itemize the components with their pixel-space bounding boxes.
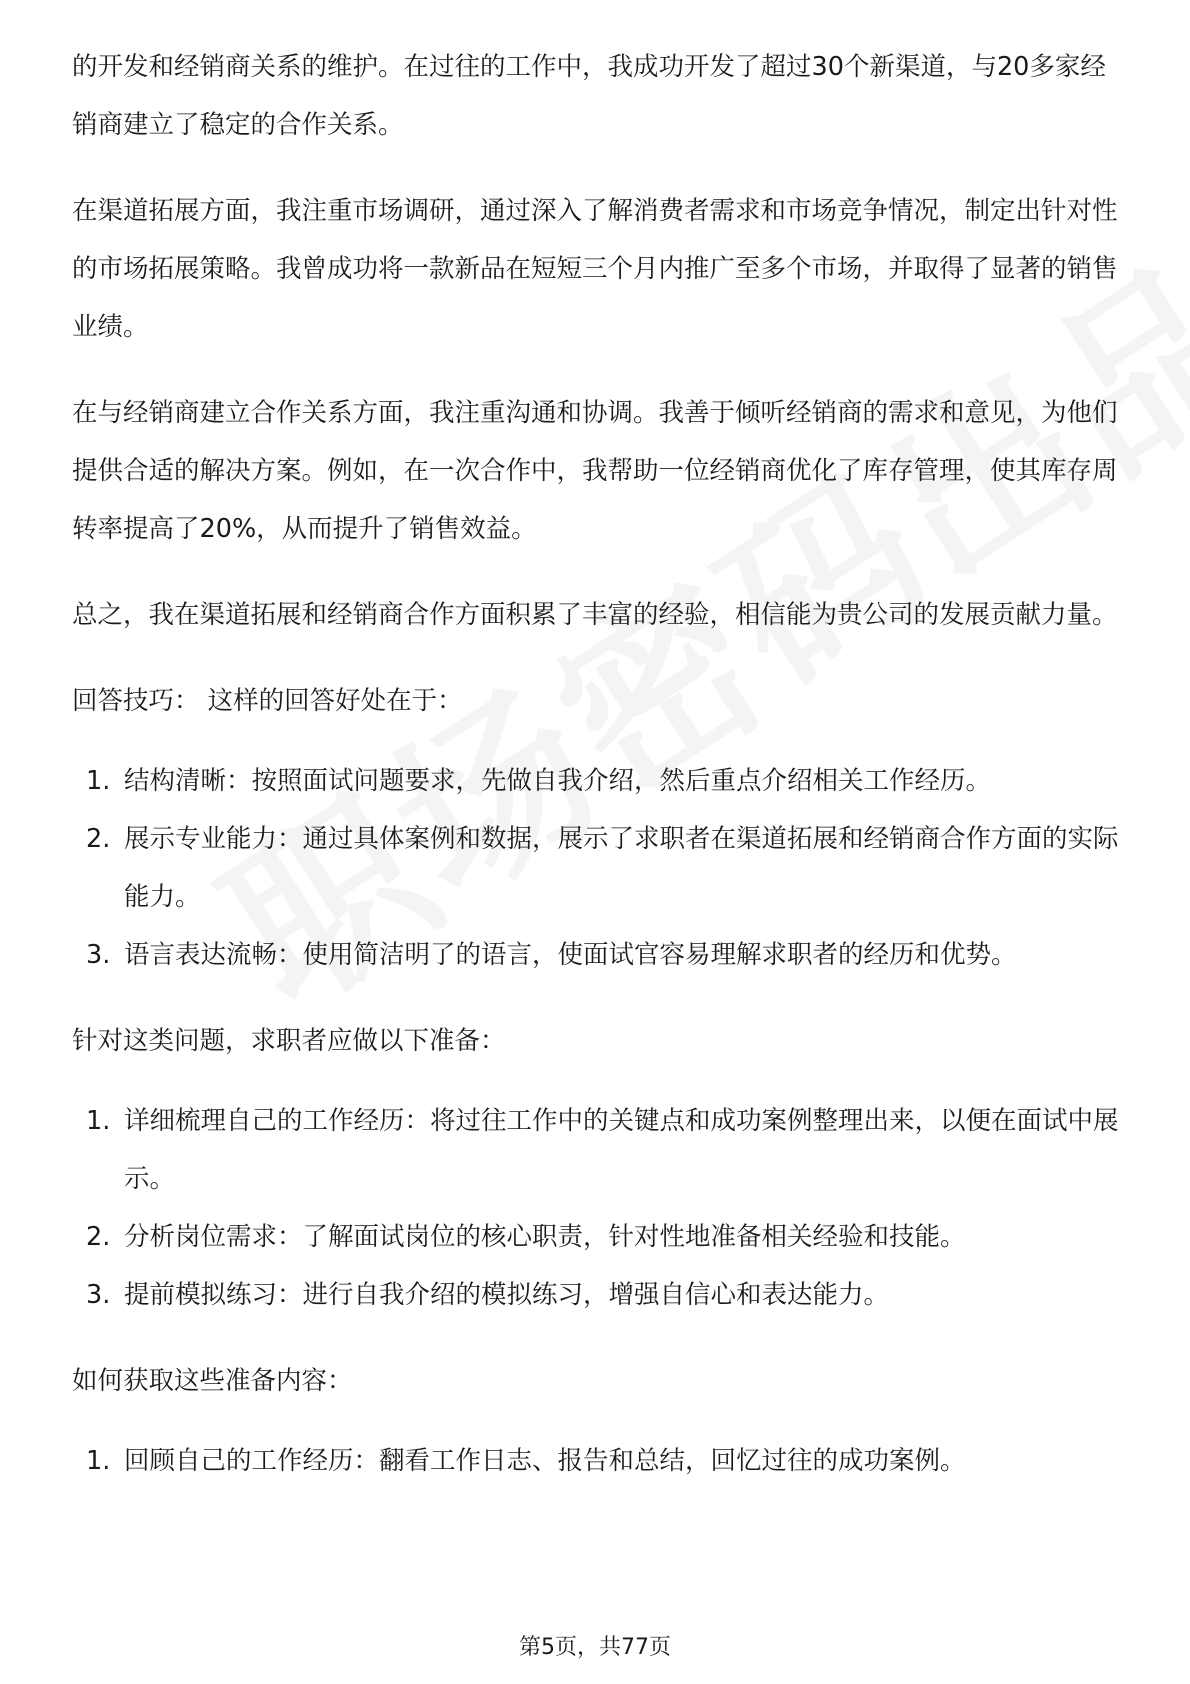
page-content bbox=[72, 38, 1122, 1490]
list-text: 提前模拟练习：进行自我介绍的模拟练习，增强自信心和表达能力。 bbox=[124, 1280, 890, 1310]
obtain-list bbox=[72, 1432, 1122, 1490]
list-item bbox=[72, 1432, 1122, 1490]
list-item bbox=[72, 1092, 1122, 1208]
paragraph-channel-expansion: 在渠道拓展方面，我注重市场调研，通过深入了解消费者需求和市场竞争情况，制定出针对性的市场拓展策略。我曾成功将一款新品在短短三个月内推广至多个市场，并取得了显著的销售业绩。 bbox=[72, 196, 1118, 342]
page-footer: 第5页，共77页 bbox=[519, 1635, 671, 1660]
list-text: 语言表达流畅：使用简洁明了的语言，使面试官容易理解求职者的经历和优势。 bbox=[124, 940, 1017, 970]
list-number: 1. bbox=[86, 766, 111, 796]
list-text: 分析岗位需求：了解面试岗位的核心职责，针对性地准备相关经验和技能。 bbox=[124, 1222, 966, 1252]
list-text: 结构清晰：按照面试问题要求，先做自我介绍，然后重点介绍相关工作经历。 bbox=[124, 766, 992, 796]
list-item bbox=[72, 1208, 1122, 1266]
list-number: 1. bbox=[86, 1106, 111, 1136]
tips-list bbox=[72, 752, 1122, 984]
list-text: 展示专业能力：通过具体案例和数据，展示了求职者在渠道拓展和经销商合作方面的实际能力。 bbox=[124, 824, 1119, 912]
list-number: 3. bbox=[86, 1280, 111, 1310]
prep-list bbox=[72, 1092, 1122, 1324]
list-item bbox=[72, 752, 1122, 810]
list-number: 2. bbox=[86, 824, 111, 854]
list-number: 2. bbox=[86, 1222, 111, 1252]
list-number: 3. bbox=[86, 940, 111, 970]
obtain-heading: 如何获取这些准备内容： bbox=[72, 1366, 353, 1396]
list-text: 详细梳理自己的工作经历：将过往工作中的关键点和成功案例整理出来，以便在面试中展示。 bbox=[124, 1106, 1119, 1194]
list-text: 回顾自己的工作经历：翻看工作日志、报告和总结，回忆过往的成功案例。 bbox=[124, 1446, 966, 1476]
tips-heading: 回答技巧： 这样的回答好处在于： bbox=[72, 686, 463, 716]
paragraph-summary: 总之，我在渠道拓展和经销商合作方面积累了丰富的经验，相信能为贵公司的发展贡献力量。 bbox=[72, 600, 1118, 630]
paragraph-intro-continued: 的开发和经销商关系的维护。在过往的工作中，我成功开发了超过30个新渠道，与20多家经销商建立了稳定的合作关系。 bbox=[72, 52, 1106, 140]
prep-heading: 针对这类问题，求职者应做以下准备： bbox=[72, 1026, 506, 1056]
list-item bbox=[72, 1266, 1122, 1324]
paragraph-dealer-cooperation: 在与经销商建立合作关系方面，我注重沟通和协调。我善于倾听经销商的需求和意见，为他们提供合适的解决方案。例如，在一次合作中，我帮助一位经销商优化了库存管理，使其库存周转率提高了20%，从而提升了销售效益。 bbox=[72, 398, 1118, 544]
list-item bbox=[72, 810, 1122, 926]
list-number: 1. bbox=[86, 1446, 111, 1476]
list-item bbox=[72, 926, 1122, 984]
